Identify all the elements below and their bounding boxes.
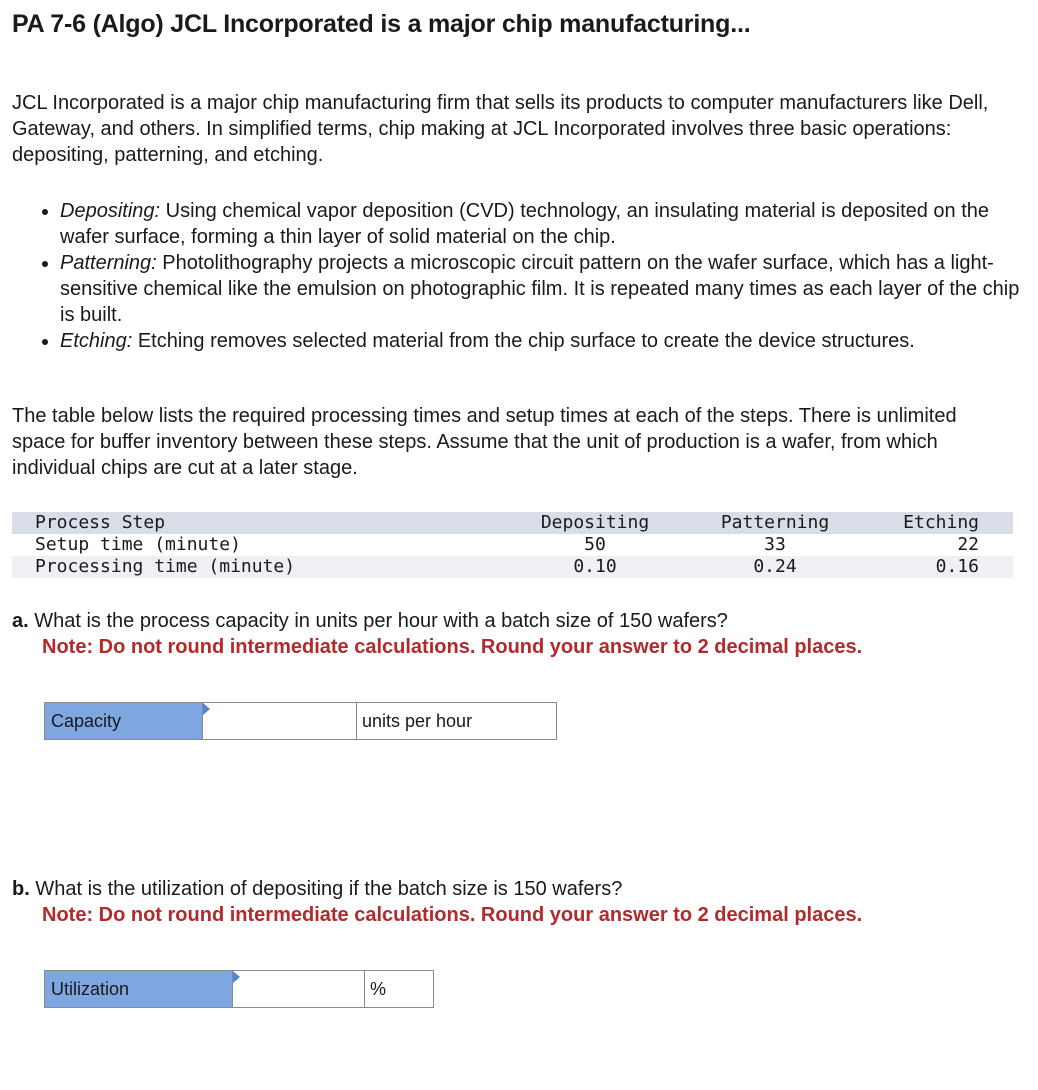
capacity-input[interactable] bbox=[203, 703, 356, 739]
table-row bbox=[12, 534, 1013, 556]
question-text: What is the utilization of depositing if the batch size is 150 wafers? bbox=[29, 878, 623, 900]
answer-flag-icon bbox=[233, 971, 240, 983]
question-letter: a. bbox=[12, 610, 29, 632]
intro-paragraph: JCL Incorporated is a major chip manufacturing firm that sells its products to computer manufacturers like Dell, Gateway, and others. In simplified terms, chip making at JCL Incorporated involves three basic operations: depositing, patterning, and etching. bbox=[12, 92, 989, 166]
table-cell: 0.16 bbox=[935, 556, 979, 577]
table-intro-paragraph: The table below lists the required processing times and setup times at each of the steps. There is unlimited space for buffer inventory between these steps. Assume that the unit of production is a wafer, from which individual chips are cut at a later stage. bbox=[12, 405, 957, 479]
table-cell: 0.10 bbox=[573, 556, 617, 577]
question-b-note: Note: Do not round intermediate calculations. Round your answer to 2 decimal places. bbox=[42, 904, 863, 926]
capacity-label: Capacity bbox=[45, 703, 203, 739]
list-item-depositing bbox=[60, 198, 1020, 250]
list-item-patterning bbox=[60, 250, 1020, 328]
table-header-cell: Process Step bbox=[35, 512, 166, 533]
utilization-label: Utilization bbox=[45, 971, 233, 1007]
operation-text: Photolithography projects a microscopic circuit pattern on the wafer surface, which has a light-sensitive chemical like the emulsion on photographic film. It is repeated many times as each layer of the chip is built. bbox=[60, 252, 1020, 326]
question-a-note: Note: Do not round intermediate calculations. Round your answer to 2 decimal places. bbox=[42, 636, 863, 658]
page-title: PA 7-6 (Algo) JCL Incorporated is a major chip manufacturing... bbox=[12, 10, 751, 38]
question-a bbox=[12, 607, 728, 635]
utilization-unit: % bbox=[365, 971, 433, 1007]
table-row bbox=[12, 556, 1013, 578]
operation-term: Etching: bbox=[60, 330, 133, 352]
answer-flag-icon bbox=[203, 703, 210, 715]
capacity-input-wrapper bbox=[203, 703, 357, 739]
process-table bbox=[12, 512, 1013, 578]
table-cell: 50 bbox=[584, 534, 606, 555]
operation-term: Depositing: bbox=[60, 200, 161, 222]
table-cell: Processing time (minute) bbox=[35, 556, 296, 577]
question-b bbox=[12, 875, 622, 903]
operation-text: Using chemical vapor deposition (CVD) technology, an insulating material is deposited on the wafer surface, forming a thin layer of solid material on the chip. bbox=[60, 200, 990, 248]
operations-list bbox=[12, 198, 1020, 354]
utilization-input-wrapper bbox=[233, 971, 365, 1007]
table-cell: 22 bbox=[957, 534, 979, 555]
table-header-row bbox=[12, 512, 1013, 534]
utilization-input[interactable] bbox=[233, 971, 364, 1007]
question-text: What is the process capacity in units per hour with a batch size of 150 wafers? bbox=[28, 610, 728, 632]
table-header-cell: Patterning bbox=[720, 512, 830, 533]
list-item-etching bbox=[60, 328, 1020, 354]
table-header-cell: Etching bbox=[903, 512, 979, 533]
table-cell: Setup time (minute) bbox=[35, 534, 241, 555]
utilization-answer-row bbox=[44, 970, 434, 1008]
capacity-unit: units per hour bbox=[357, 703, 556, 739]
capacity-answer-row bbox=[44, 702, 557, 740]
table-cell: 0.24 bbox=[753, 556, 797, 577]
operation-text: Etching removes selected material from the chip surface to create the device structures. bbox=[132, 330, 915, 352]
question-letter: b. bbox=[12, 878, 30, 900]
table-header-cell: Depositing bbox=[540, 512, 650, 533]
operation-term: Patterning: bbox=[60, 252, 157, 274]
table-cell: 33 bbox=[764, 534, 786, 555]
